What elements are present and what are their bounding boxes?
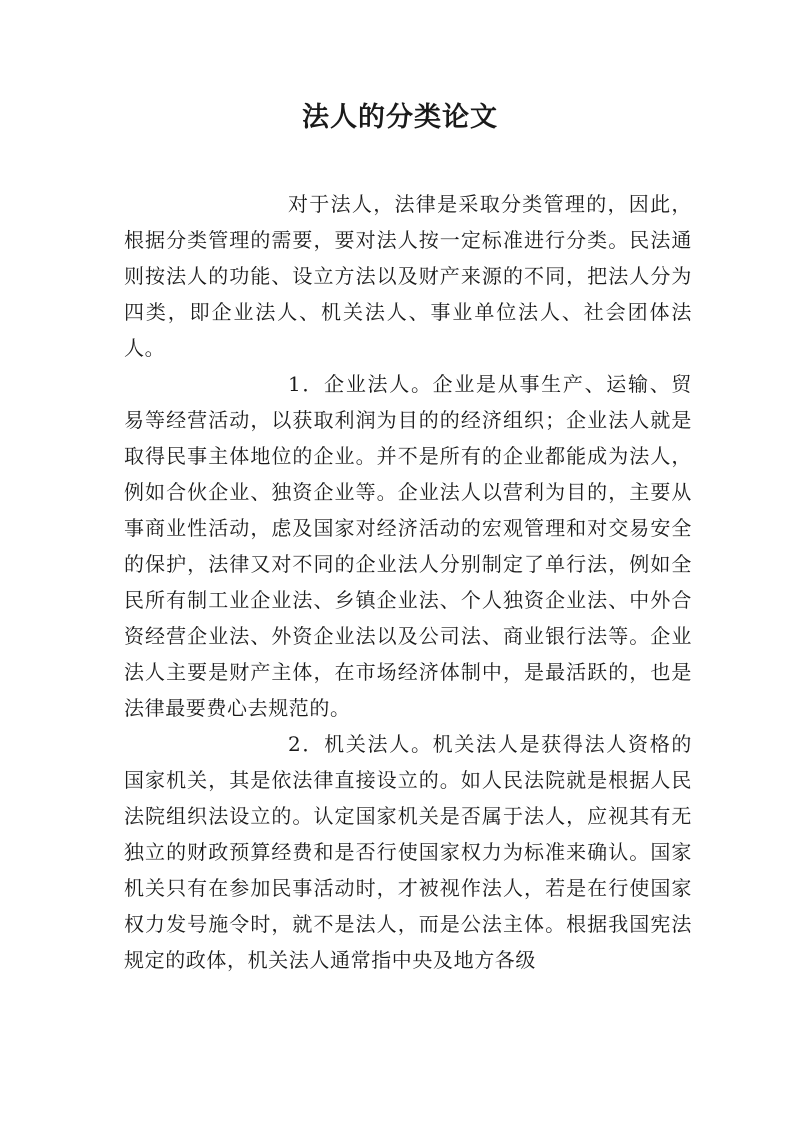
document-title: 法人的分类论文 [302,102,498,133]
paragraph-enterprise-legal-person: 1．企业法人。企业是从事生产、运输、贸易等经营活动，以获取利润为目的的经济组织；企业法人就是取得民事主体地位的企业。并不是所有的企业都能成为法人，例如合伙企业、独资企业等。企业法人以营利为目的，主要从事商业性活动，虑及国家对经济活动的宏观管理和对交易安全的保护，法律又对不同的企业法人分别制定了单行法，例如全民所有制工业企业法、乡镇企业法、个人独资企业法、中外合资经营企业法、外资企业法以及公司法、商业银行法等。企业法人主要是财产主体，在市场经济体制中，是最活跃的，也是法律最要费心去规范的。 [124,372,692,720]
paragraph-intro: 对于法人，法律是采取分类管理的，因此，根据分类管理的需要，要对法人按一定标准进行分类。民法通则按法人的功能、设立方法以及财产来源的不同，把法人分为四类，即企业法人、机关法人、事业单位法人、社会团体法人。 [124,192,692,360]
document-body [124,186,692,978]
paragraph-organ-legal-person: 2．机关法人。机关法人是获得法人资格的国家机关，其是依法律直接设立的。如人民法院就是根据人民法院组织法设立的。认定国家机关是否属于法人，应视其有无独立的财政预算经费和是否行使国家权力为标准来确认。国家机关只有在参加民事活动时，才被视作法人，若是在行使国家权力发号施令时，就不是法人，而是公法主体。根据我国宪法规定的政体，机关法人通常指中央及地方各级 [124,732,692,972]
